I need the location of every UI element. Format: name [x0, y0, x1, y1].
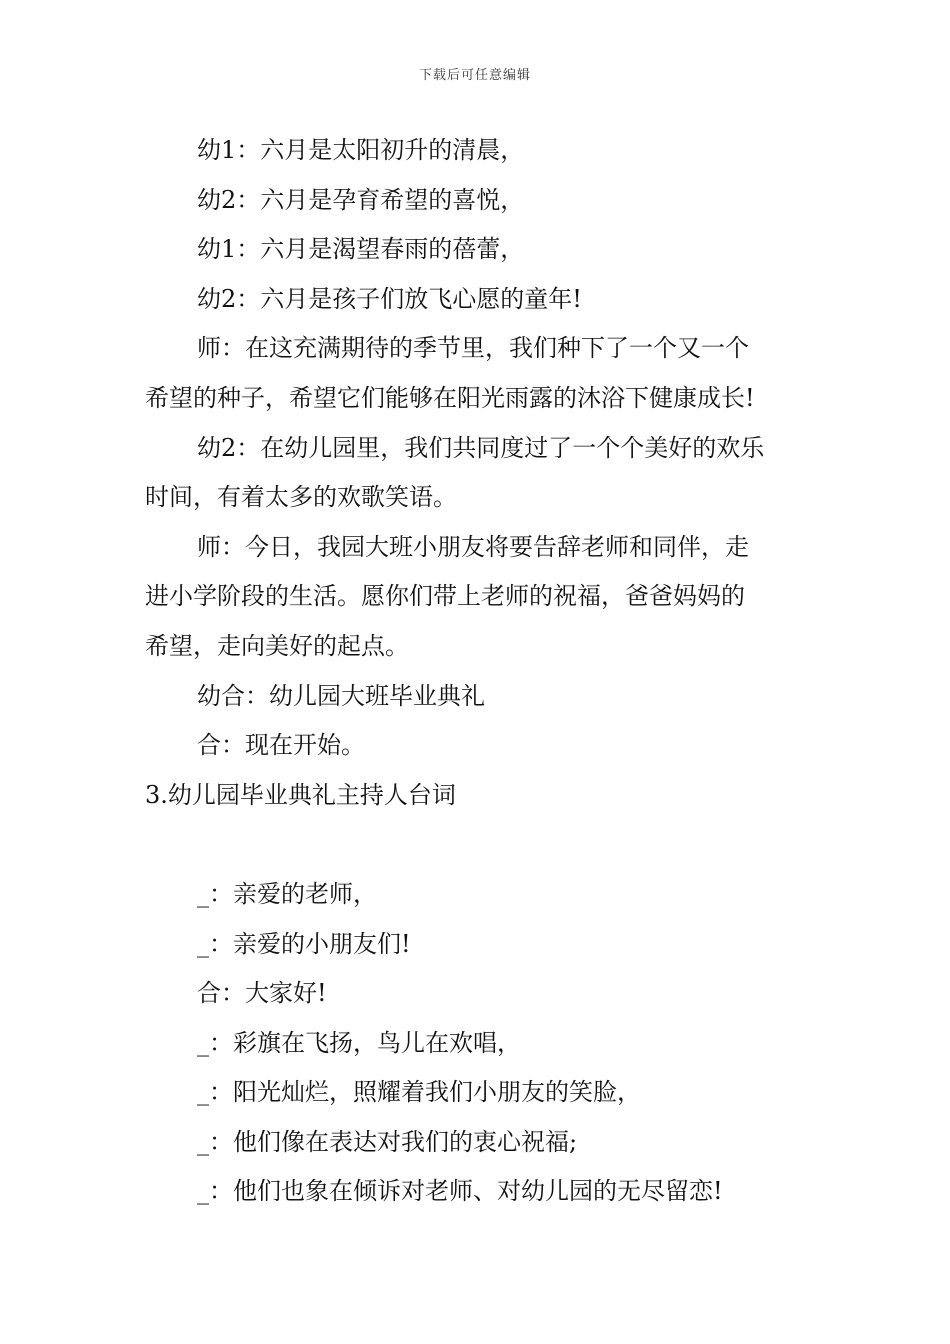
document-body — [145, 126, 810, 1217]
paragraph-2: 幼2：六月是孕育希望的喜悦， — [197, 185, 525, 214]
paragraph-4: 幼2：六月是孩子们放飞心愿的童年! — [197, 284, 582, 313]
paragraph-11: _：亲爱的小朋友们! — [197, 929, 411, 958]
paragraph-15: _：他们像在表达对我们的衷心祝福; — [197, 1127, 578, 1156]
paragraph-9: 合：现在开始。 — [197, 731, 365, 760]
paragraph-5-line-2: 希望的种子，希望它们能够在阳光雨露的沐浴下健康成长! — [145, 383, 755, 412]
paragraph-3: 幼1：六月是渴望春雨的蓓蕾， — [197, 235, 525, 264]
paragraph-6 — [145, 424, 810, 523]
paragraph-14: _：阳光灿烂，照耀着我们小朋友的笑脸， — [197, 1078, 641, 1107]
paragraph-7 — [145, 523, 810, 672]
paragraph-1: 幼1：六月是太阳初升的清晨， — [197, 136, 525, 164]
page-header: 下载后可任意编辑 — [418, 68, 531, 83]
paragraph-12: 合：大家好! — [197, 979, 327, 1008]
paragraph-16: _：他们也象在倾诉对老师、对幼儿园的无尽留恋! — [197, 1177, 723, 1206]
paragraph-7-line-2: 进小学阶段的生活。愿你们带上老师的祝福，爸爸妈妈的 — [145, 582, 745, 611]
paragraph-13: _：彩旗在飞扬，鸟儿在欢唱， — [197, 1028, 521, 1057]
paragraph-5 — [145, 324, 810, 423]
blank-line — [145, 820, 810, 870]
paragraph-7-line-3: 希望，走向美好的起点。 — [145, 631, 409, 660]
paragraph-6-line-1: 幼2：在幼儿园里，我们共同度过了一个个美好的欢乐 — [197, 433, 765, 462]
paragraph-5-line-1: 师：在这充满期待的季节里，我们种下了一个又一个 — [197, 334, 749, 363]
paragraph-10: _：亲爱的老师， — [197, 879, 377, 908]
paragraph-8: 幼合：幼儿园大班毕业典礼 — [197, 681, 485, 710]
section-heading: 3.幼儿园毕业典礼主持人台词 — [145, 780, 456, 809]
paragraph-7-line-1: 师：今日，我园大班小朋友将要告辞老师和同伴，走 — [197, 532, 749, 561]
paragraph-6-line-2: 时间，有着太多的欢歌笑语。 — [145, 483, 457, 512]
